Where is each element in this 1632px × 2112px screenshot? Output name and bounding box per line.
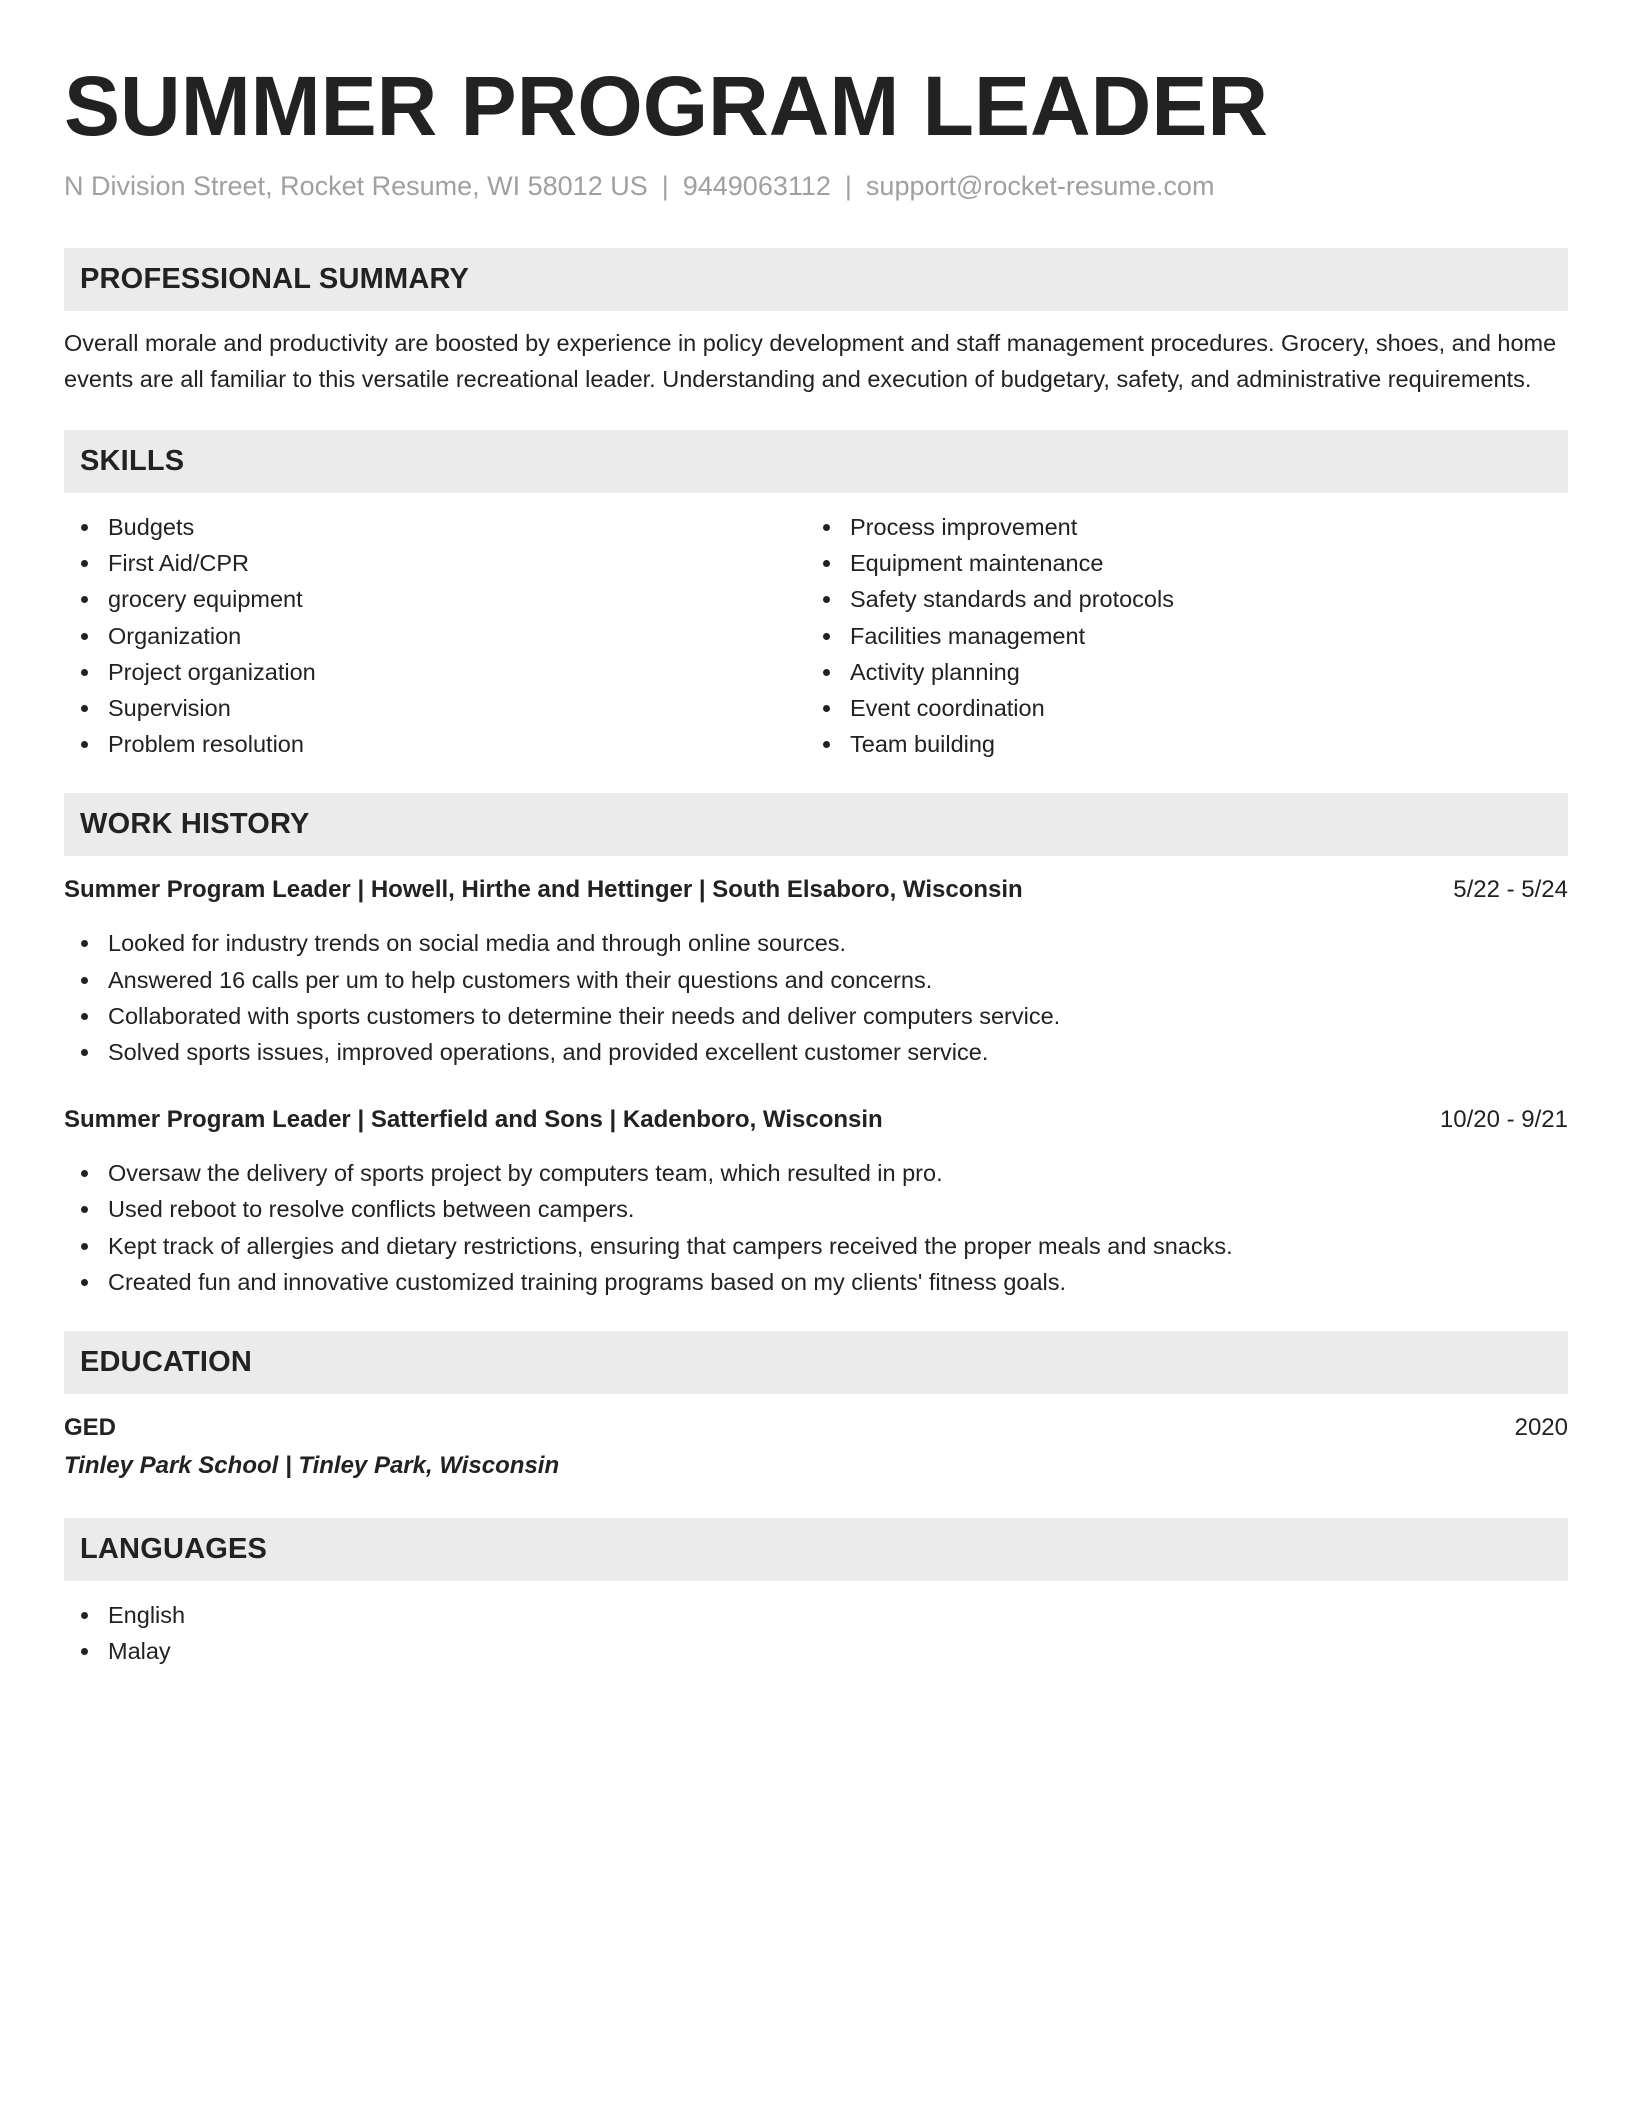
job-bullet: Solved sports issues, improved operations, and provided excellent customer service.	[64, 1034, 1568, 1070]
skills-column-left	[64, 509, 806, 762]
contact-line	[64, 168, 1568, 204]
skill-item: Problem resolution	[64, 726, 806, 762]
job-dates: 5/22 - 5/24	[1453, 876, 1568, 904]
skills-column-right	[806, 509, 1548, 762]
work-section-title: WORK HISTORY	[80, 808, 310, 841]
job-bullet: Looked for industry trends on social media and through online sources.	[64, 925, 1568, 961]
languages-section-title: LANGUAGES	[80, 1533, 268, 1566]
skill-item: Team building	[806, 726, 1548, 762]
skills-section-header	[64, 430, 1568, 493]
language-item: Malay	[64, 1633, 1568, 1669]
job-bullet: Used reboot to resolve conflicts between campers.	[64, 1191, 1568, 1227]
job-bullet: Kept track of allergies and dietary restrictions, ensuring that campers received the proper meals and snacks.	[64, 1228, 1568, 1264]
skill-item: grocery equipment	[64, 581, 806, 617]
contact-address: N Division Street, Rocket Resume, WI 58012 US	[64, 171, 648, 201]
contact-separator: |	[844, 171, 852, 201]
skills-section-title: SKILLS	[80, 445, 185, 477]
job-dates: 10/20 - 9/21	[1439, 1106, 1568, 1134]
education-degree: GED	[64, 1414, 117, 1442]
summary-section-title: PROFESSIONAL SUMMARY	[80, 263, 470, 295]
languages-list	[64, 1597, 1568, 1669]
education-section-header	[64, 1331, 1568, 1394]
skill-item: Organization	[64, 618, 806, 654]
education-section-title: EDUCATION	[80, 1346, 253, 1379]
skill-item: Facilities management	[806, 618, 1548, 654]
work-section-header	[64, 793, 1568, 856]
summary-section-header	[64, 248, 1568, 311]
job-bullet: Oversaw the delivery of sports project by computers team, which resulted in pro.	[64, 1155, 1568, 1191]
language-item: English	[64, 1597, 1568, 1633]
resume-page	[64, 58, 1568, 1669]
contact-email: support@rocket-resume.com	[865, 171, 1215, 201]
skill-item: Project organization	[64, 654, 806, 690]
candidate-name: SUMMER PROGRAM LEADER	[64, 59, 1269, 153]
skill-item: Process improvement	[806, 509, 1548, 545]
job-heading: Summer Program Leader | Howell, Hirthe and Hettinger | South Elsaboro, Wisconsin	[64, 876, 1023, 904]
skill-item: Budgets	[64, 509, 806, 545]
contact-separator: |	[661, 171, 669, 201]
job-entry	[64, 872, 1568, 1070]
skill-item: Activity planning	[806, 654, 1548, 690]
skill-item: Supervision	[64, 690, 806, 726]
skill-item: Equipment maintenance	[806, 545, 1548, 581]
skill-item: Event coordination	[806, 690, 1548, 726]
job-heading: Summer Program Leader | Satterfield and Sons | Kadenboro, Wisconsin	[64, 1106, 883, 1134]
job-bullet: Answered 16 calls per um to help customers with their questions and concerns.	[64, 962, 1568, 998]
job-bullet: Created fun and innovative customized training programs based on my clients' fitness goals.	[64, 1264, 1568, 1300]
contact-phone: 9449063112	[682, 171, 831, 201]
job-entry	[64, 1102, 1568, 1300]
languages-section-header	[64, 1518, 1568, 1581]
summary-text: Overall morale and productivity are boosted by experience in policy development and staff management procedures. Grocery, shoes, and home events are all familiar to this versatile recreational leader. Understanding and execution of budgetary, safety, and administrative requirements.	[64, 330, 1557, 392]
education-entry	[64, 1410, 1568, 1484]
job-bullet: Collaborated with sports customers to determine their needs and deliver computers service.	[64, 998, 1568, 1034]
skill-item: First Aid/CPR	[64, 545, 806, 581]
skills-list	[64, 509, 1568, 762]
education-school: Tinley Park School | Tinley Park, Wisconsin	[64, 1452, 560, 1480]
skill-item: Safety standards and protocols	[806, 581, 1548, 617]
education-year: 2020	[1514, 1414, 1568, 1442]
